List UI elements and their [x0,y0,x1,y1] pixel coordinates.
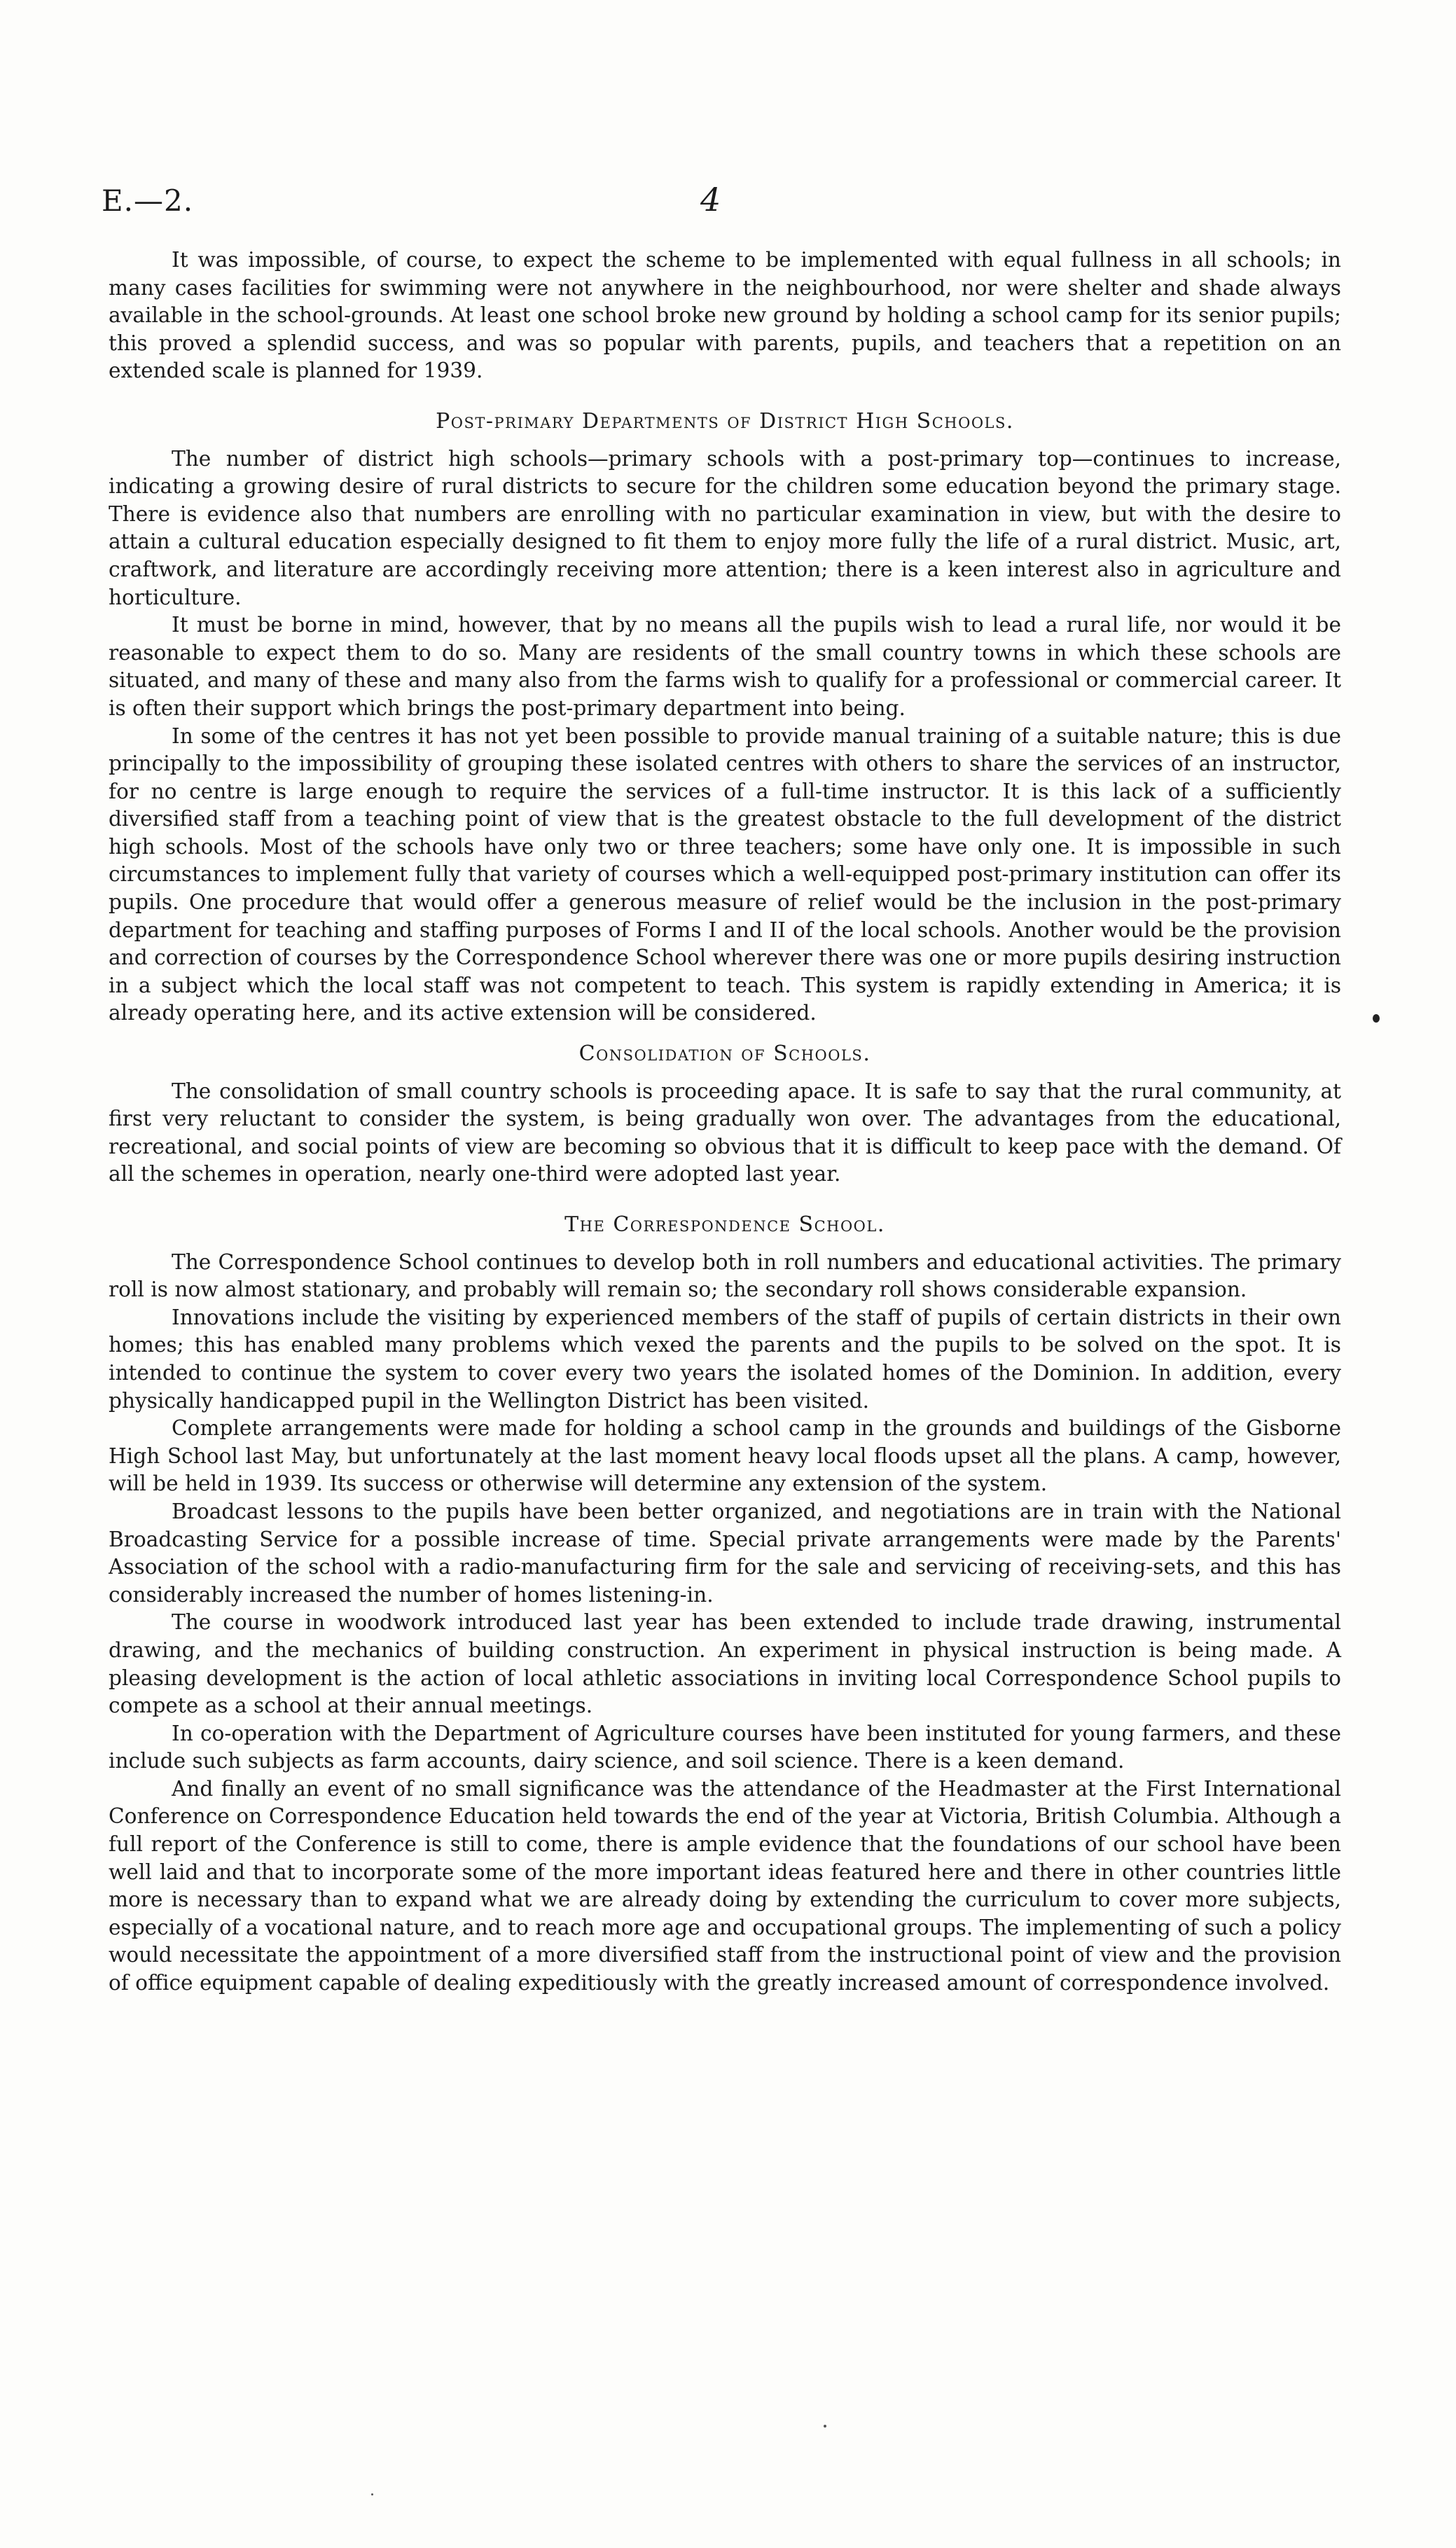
paragraph: Complete arrangements were made for holding a school camp in the grounds and buildings of the Gisborne High School last May, but unfortunately at the last moment heavy local floods upset all the plans. A camp, however, will be held in 1939. Its success or otherwise will determine any extension of the system. [109,1416,1341,1496]
paragraph: Broadcast lessons to the pupils have been better organized, and negotiations are in train with the National Broadcasting Service for a possible increase of time. Special private arrangements were made by the Parents' Association of the school with a radio-manufacturing firm for the sale and servicing of receiving-sets, and this has considerably increased the number of homes listening-in. [109,1499,1341,1607]
paragraph: Innovations include the visiting by experienced members of the staff of pupils of certain districts in their own homes; this has enabled many problems which vexed the parents and the pupils to be solved on the spot. It is intended to continue the system to cover every two years the isolated homes of the Dominion. In addition, every physically handicapped pupil in the Wellington District has been visited. [109,1305,1341,1413]
section-heading: The Correspondence School. [564,1212,885,1237]
margin-dot [1373,1014,1380,1023]
paragraph: It was impossible, of course, to expect the scheme to be implemented with equal fullness in all schools; in many cases facilities for swimming were not anywhere in the neighbourhood, nor were shelter and shade always available in the school-grounds. At least one school broke new ground by holding a school camp for its senior pupils; this proved a splendid success, and was so popular with parents, pupils, and teachers that a repetition on an extended scale is planned for 1939. [109,248,1341,383]
spacer [109,1189,1341,1198]
section-heading: Post-primary Departments of District High Schools. [436,408,1014,434]
paragraph: And finally an event of no small significance was the attendance of the Headmaster at the First International Conference on Correspondence Education held towards the end of the year at Victoria, British Columbia. Although a full report of the Conference is still to come, there is ample evidence that the foundations of our school have been well laid and that to incorporate some of the more important ideas featured here and there in other countries little more is necessary than to expand what we are already doing by extending the curriculum to cover more subjects, especially of a vocational nature, and to reach more age and occupational groups. The implementing of such a policy would necessitate the appointment of a more diversified staff from the instructional point of view and the provision of office equipment capable of dealing expeditiously with the greatly increased amount of correspondence involved. [109,1776,1341,1995]
paragraph: The Correspondence School continues to develop both in roll numbers and educational activities. The primary roll is now almost stationary, and probably will remain so; the secondary roll shows considerable expansion. [109,1249,1341,1302]
paragraph: In some of the centres it has not yet been possible to provide manual training of a suitable nature; this is due principally to the impossibility of grouping these isolated centres with others to share the services of an instructor, for no centre is large enough to require the services of a full-time instructor. It is this lack of a sufficiently diversified staff from a teaching point of view that is the greatest obstacle to the full development of the district high schools. Most of the schools have only two or three teachers; some have only one. It is impossible in such circumstances to implement fully that variety of courses which a well-equipped post-primary institution can offer its pupils. One procedure that would offer a generous measure of relief would be the inclusion in the post-primary department for teaching and staffing purposes of Forms I and II of the local schools. Another would be the provision and correction of courses by the Correspondence School wherever there was one or more pupils desiring instruction in a subject which the local staff was not competent to teach. This system is rapidly extending in America; it is already operating here, and its active extension will be considered. [109,723,1341,1025]
spacer [109,385,1341,395]
paragraph: It must be borne in mind, however, that by no means all the pupils wish to lead a rural life, nor would it be reasonable to expect them to do so. Many are residents of the small country towns in which these schools are situated, and many of these and many also from the farms wish to qualify for a professional or commercial career. It is often their support which brings the post-primary department into being. [109,613,1341,720]
paragraph: In co-operation with the Department of Agriculture courses have been instituted for young farmers, and these include such subjects as farm accounts, dairy science, and soil science. There is a keen demand. [109,1721,1341,1773]
scan-speck [371,2493,373,2495]
paragraph: The course in woodwork introduced last year has been extended to include trade drawing, instrumental drawing, and the mechanics of building construction. An experiment in physical instruction is being made. A pleasing development is the action of local athletic associations in inviting local Correspondence School pupils to compete as a school at their annual meetings. [109,1610,1341,1718]
document-reference: E.—2. [102,184,194,218]
scan-speck [824,2425,826,2428]
section-heading: Consolidation of Schools. [578,1041,871,1067]
page-number: 4 [700,181,721,219]
document-body [109,247,1341,1997]
paragraph: The consolidation of small country schools is proceeding apace. It is safe to say that the rural community, at first very reluctant to consider the system, is being gradually won over. The advantages from the educational, recreational, and social points of view are becoming so obvious that it is difficult to keep pace with the demand. Of all the schemes in operation, nearly one-third were adopted last year. [109,1079,1341,1186]
paragraph: The number of district high schools—primary schools with a post-primary top—continues to increase, indicating a growing desire of rural districts to secure for the children some education beyond the primary stage. There is evidence also that numbers are enrolling with no particular examination in view, but with the desire to attain a cultural education especially designed to fit them to enjoy more fully the life of a rural district. Music, art, craftwork, and literature are accordingly receiving more attention; there is a keen interest also in agriculture and horticulture. [109,446,1341,609]
